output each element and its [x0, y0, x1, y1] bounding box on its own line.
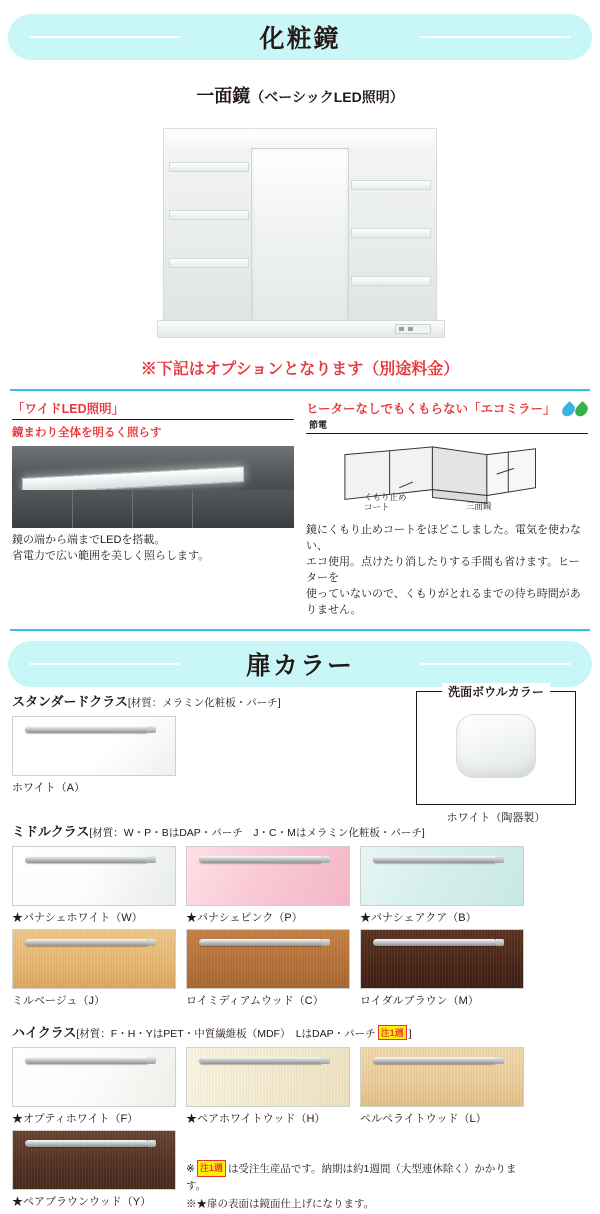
swatch-label: ★ペアブラウンウッド（Y） — [12, 1195, 152, 1208]
swatch-pelpe-light-wood-l[interactable] — [360, 1047, 524, 1126]
footnote-2: ※★扉の表面は鏡面仕上げになります。 — [186, 1198, 375, 1211]
mirror-product-title — [0, 82, 600, 108]
swatch-label: ミルベージュ（J） — [12, 994, 106, 1007]
mirror-options-row — [12, 399, 588, 619]
swatch-panache-aqua-b[interactable] — [360, 846, 524, 925]
bowl-title: 洗面ボウルカラー — [442, 683, 550, 700]
mirror-shelf-left-3 — [169, 258, 249, 268]
wide-led-photo — [12, 446, 294, 528]
option-eco-mirror-heading — [306, 399, 588, 434]
eco-leaf-icon — [573, 401, 591, 419]
mirror-product-title-sub: （ベーシックLED照明） — [250, 89, 404, 105]
option-notice: ※下記はオプションとなります（別途料金） — [140, 361, 460, 378]
footnotes-block — [186, 1130, 531, 1214]
swatch-label: ホワイト（A） — [12, 781, 86, 794]
mirror-glass — [251, 148, 349, 326]
eco-annot-coat — [364, 492, 407, 512]
eco-mirror-illustration — [306, 438, 588, 518]
footnote-1 — [186, 1160, 531, 1197]
swatch-white-a[interactable] — [12, 716, 176, 795]
mirror-shelf-right-3 — [351, 276, 431, 286]
footnote-1-pre: ※ — [186, 1162, 195, 1175]
swatch-grid-middle — [12, 846, 588, 1012]
door-handle — [373, 939, 497, 946]
eco-mirror-caption-line2: エコ使用。点けたり消したりする手間も省けます。ヒーターを — [306, 555, 580, 584]
door-handle — [25, 726, 149, 733]
door-handle — [25, 939, 149, 946]
door-sample — [12, 1130, 176, 1190]
swatch-panache-pink-p[interactable] — [186, 846, 350, 925]
section-banner-mirror — [8, 14, 592, 60]
door-handle — [373, 1057, 497, 1064]
mirror-product-image — [155, 122, 445, 340]
page-root — [0, 14, 600, 1214]
divider-blue-bottom — [10, 629, 590, 631]
mirror-switch — [395, 324, 431, 334]
swatch-label: ペルペライトウッド（L） — [360, 1112, 487, 1125]
swatch-panache-white-w[interactable] — [12, 846, 176, 925]
door-sample — [186, 846, 350, 906]
option-wide-led — [12, 399, 294, 619]
swatch-label: ★オプティホワイト（F） — [12, 1112, 139, 1125]
divider-blue-top — [10, 389, 590, 391]
swatch-opti-white-f[interactable] — [12, 1047, 176, 1126]
door-handle — [199, 856, 323, 863]
mirror-shelf-left-1 — [169, 162, 249, 172]
swatch-pear-brown-wood-y[interactable] — [12, 1130, 176, 1211]
swatch-label: ロイダルブラウン（M） — [360, 994, 479, 1007]
section-banner-door — [8, 641, 592, 687]
wide-led-caption-line1: 鏡の端から端までLEDを搭載。 — [12, 534, 166, 546]
door-sample — [12, 846, 176, 906]
door-sample — [12, 1047, 176, 1107]
standard-class-row — [12, 684, 588, 824]
bowl-frame — [416, 684, 576, 805]
class-heading-middle-spec: [材質：W・P・BはDAP・パーチ J・C・Mはメラミン化粧板・パーチ] — [89, 826, 425, 839]
door-handle — [373, 856, 497, 863]
section-title-mirror: 化粧鏡 — [259, 25, 341, 53]
wide-led-caption — [12, 533, 294, 565]
door-sample — [186, 929, 350, 989]
door-handle — [25, 856, 149, 863]
mirror-shelf-left-2 — [169, 210, 249, 220]
footnote-1-post: は受注生産品です。納期は約1週間（大型連休除く）かかります。 — [186, 1162, 517, 1193]
door-handle — [199, 939, 323, 946]
door-sample — [186, 1047, 350, 1107]
lead-time-tag: 注1週 — [378, 1025, 407, 1040]
footnote-lead-time-tag: 注1週 — [197, 1160, 226, 1177]
wide-led-caption-line2: 省電力で広い範囲を美しく照らします。 — [12, 549, 210, 562]
section-title-door: 扉カラー — [245, 651, 354, 680]
swatch-pear-white-wood-h[interactable] — [186, 1047, 350, 1126]
swatch-label: ★ペアホワイトウッド（H） — [186, 1112, 326, 1125]
option-eco-mirror — [306, 399, 588, 619]
bowl-shape — [456, 714, 536, 778]
led-cabinet — [12, 490, 294, 528]
option-eco-mirror-heading-text: ヒーターなしでもくもらない「エコミラー」 — [306, 402, 556, 416]
swatch-label: ★パナシェホワイト（W） — [12, 911, 143, 924]
door-handle — [25, 1057, 149, 1064]
bowl-color-box — [416, 684, 576, 825]
mirror-shelf-right-2 — [351, 228, 431, 238]
swatch-royal-brown-m[interactable] — [360, 929, 524, 1008]
eco-annot-mirror: 三面鏡 — [466, 501, 492, 511]
swatch-label: ★パナシェアクア（B） — [360, 911, 477, 924]
class-heading-standard-name: スタンダードクラス — [12, 693, 128, 709]
door-handle — [199, 1057, 323, 1064]
class-heading-high-spec: [材質：F・H・YはPET・中質繊維板（MDF） LはDAP・パーチ — [76, 1027, 376, 1040]
eco-badges — [563, 403, 587, 417]
swatch-label: ロイミディアムウッド（C） — [186, 994, 324, 1007]
eco-mirror-caption-line3: 使っていないので、くもりがとれるまでの待ち時間がありません。 — [306, 587, 581, 616]
eco-annot-coat-line2: コート — [364, 502, 390, 513]
eco-mirror-svg — [306, 438, 588, 518]
swatch-label: ★パナシェピンク（P） — [186, 911, 303, 924]
option-wide-led-sub: 鏡まわり全体を明るく照らす — [12, 427, 162, 439]
eco-mirror-caption-line1: 鏡にくもり止めコートをほどこしました。電気を使わない、 — [306, 524, 581, 552]
swatch-roi-medium-wood-c[interactable] — [186, 929, 350, 1008]
door-sample — [360, 846, 524, 906]
eco-annot-coat-line1: くもり止め — [364, 492, 407, 502]
mirror-product-title-main: 一面鏡 — [196, 86, 251, 106]
eco-mirror-caption — [306, 523, 588, 619]
door-sample — [360, 929, 524, 989]
mirror-shelf-right-1 — [351, 180, 431, 190]
door-sample — [360, 1047, 524, 1107]
class-heading-high — [12, 1022, 588, 1041]
door-sample — [12, 929, 176, 989]
option-wide-led-heading: 「ワイドLED照明」 — [12, 399, 294, 420]
door-sample — [12, 716, 176, 776]
class-heading-standard-spec: [材質：メラミン化粧板・パーチ] — [127, 696, 281, 709]
swatch-mill-beige-j[interactable] — [12, 929, 176, 1008]
bowl-label: ホワイト（陶器製） — [446, 811, 546, 824]
door-handle — [25, 1140, 149, 1147]
eco-badge-label: 節電 — [309, 420, 328, 430]
class-heading-middle-name: ミドルクラス — [12, 823, 90, 839]
swatch-grid-high — [12, 1047, 588, 1214]
class-heading-high-name: ハイクラス — [12, 1024, 77, 1040]
class-heading-high-spec-end: ] — [408, 1027, 412, 1040]
